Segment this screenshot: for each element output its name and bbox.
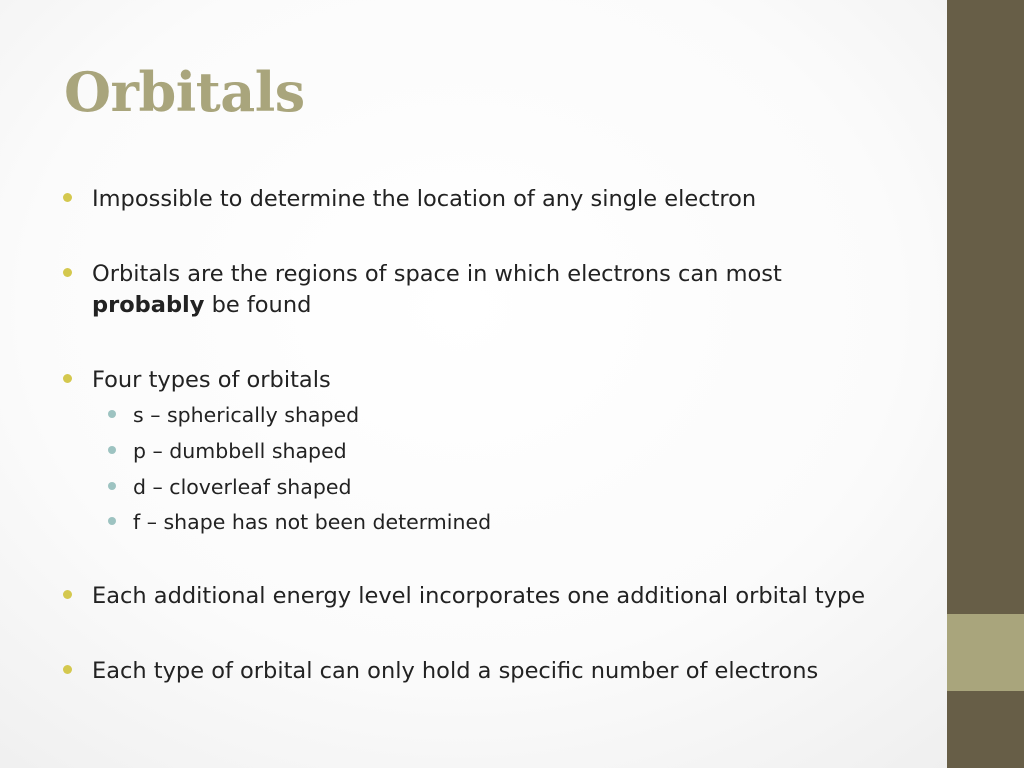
sidebar-decoration	[947, 0, 1024, 768]
sub-bullet-text: f – shape has not been determined	[133, 510, 492, 534]
sub-bullet-text: s – spherically shaped	[133, 403, 360, 427]
bullet-text: Impossible to determine the location of any single electron	[92, 186, 757, 212]
sub-bullet-dot-icon	[108, 446, 116, 454]
bullet-dot-icon	[63, 665, 72, 674]
slide-title: Orbitals	[64, 60, 305, 124]
bullet-text: Each additional energy level incorporates one additional orbital type	[92, 583, 866, 609]
bullet-text-rest: be found	[204, 292, 312, 318]
bullet-text-line1: Orbitals are the regions of space in which electrons can most	[92, 261, 782, 287]
bullet-dot-icon	[63, 268, 72, 277]
sub-bullet-dot-icon	[108, 517, 116, 525]
bullet-text	[92, 259, 782, 321]
sub-bullet-dot-icon	[108, 410, 116, 418]
bullet-dot-icon	[63, 374, 72, 383]
sub-bullet-text: d – cloverleaf shaped	[133, 475, 352, 499]
bullet-text-bold: probably	[92, 292, 205, 318]
bullet-text: Four types of orbitals	[92, 367, 331, 393]
bullet-text: Each type of orbital can only hold a specific number of electrons	[92, 658, 819, 684]
sub-bullet-text: p – dumbbell shaped	[133, 439, 347, 463]
sub-bullet-dot-icon	[108, 482, 116, 490]
bullet-dot-icon	[63, 193, 72, 202]
bullet-dot-icon	[63, 590, 72, 599]
sidebar-accent-band	[947, 614, 1024, 691]
